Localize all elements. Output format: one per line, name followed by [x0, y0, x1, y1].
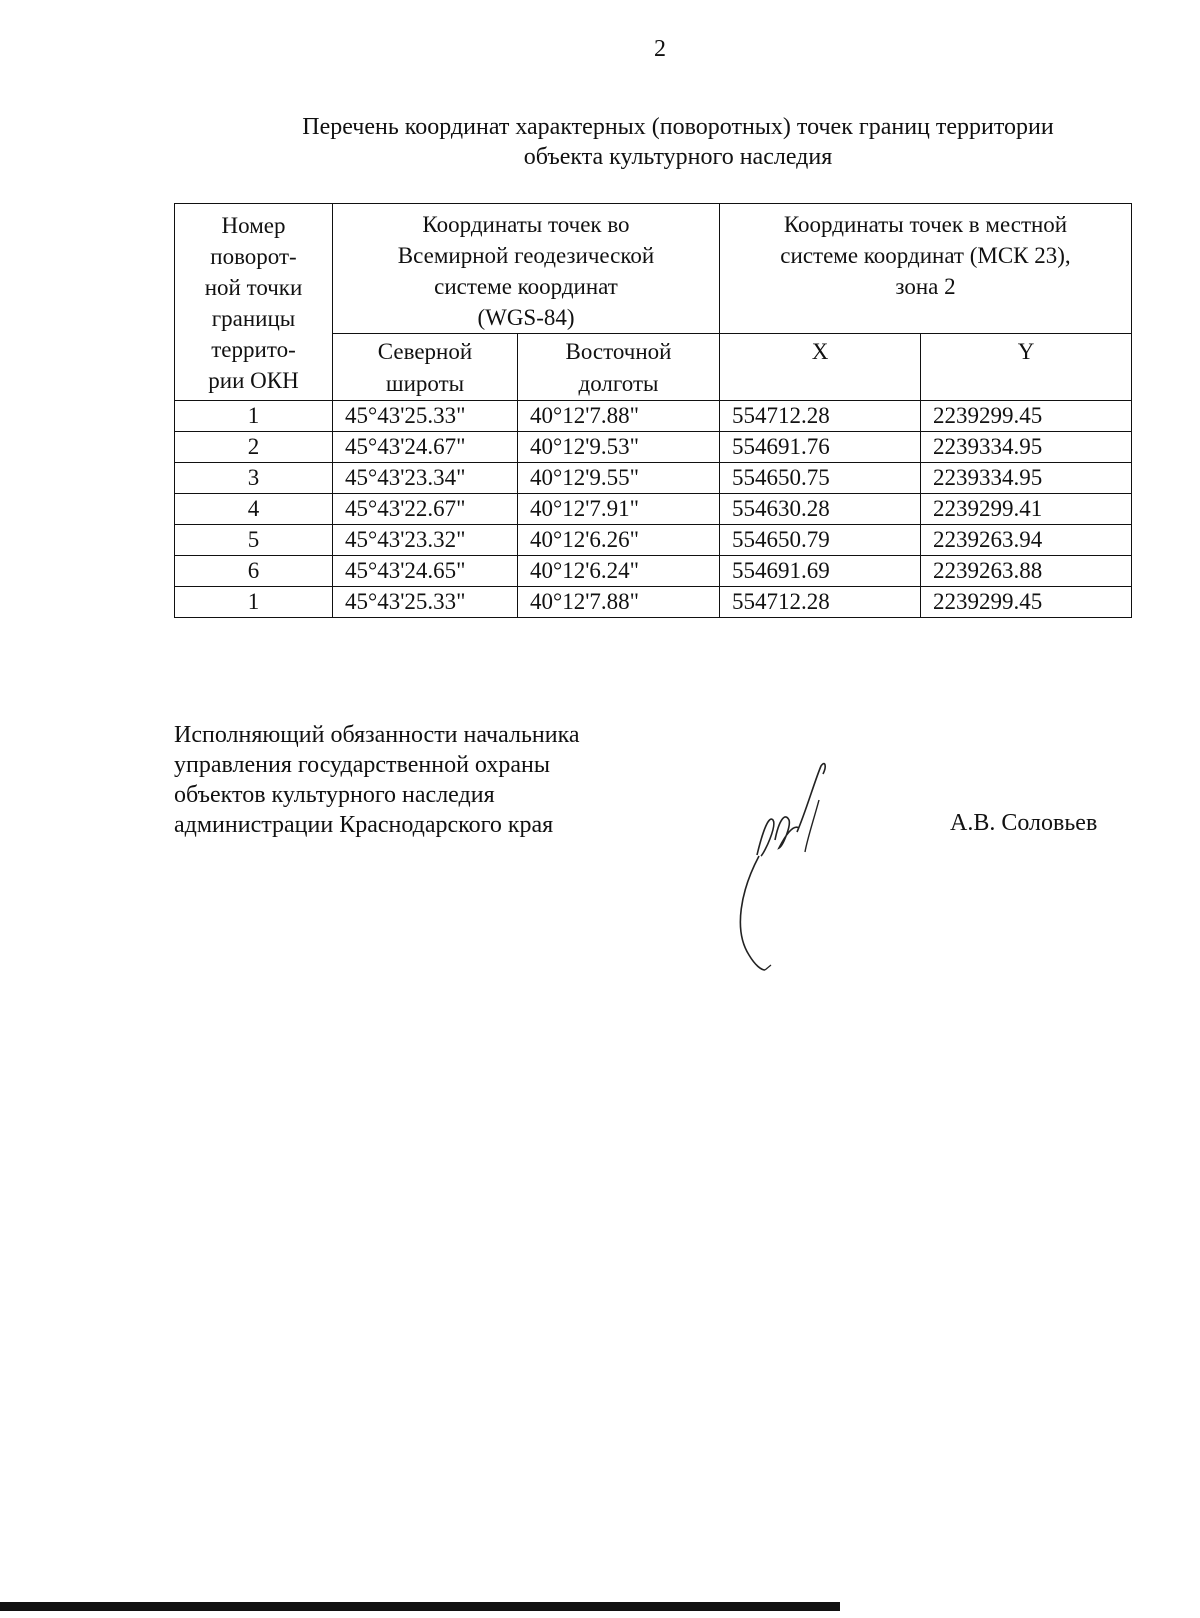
table-row — [175, 494, 1132, 525]
position-line: администрации Краснодарского края — [174, 812, 554, 838]
cell-latitude: 45°43'22.67" — [333, 494, 518, 525]
cell-longitude: 40°12'9.55" — [518, 463, 720, 494]
cell-latitude: 45°43'25.33" — [333, 587, 518, 618]
table-row — [175, 401, 1132, 432]
cell-latitude: 45°43'23.32" — [333, 525, 518, 556]
cell-y: 2239299.41 — [921, 494, 1132, 525]
header-longitude: Восточной долготы — [518, 334, 720, 401]
header-latitude: Северной широты — [333, 334, 518, 401]
table-row — [175, 525, 1132, 556]
cell-latitude: 45°43'25.33" — [333, 401, 518, 432]
cell-longitude: 40°12'7.91" — [518, 494, 720, 525]
table-row — [175, 432, 1132, 463]
cell-latitude: 45°43'24.65" — [333, 556, 518, 587]
cell-x: 554650.75 — [720, 463, 921, 494]
table-row — [175, 587, 1132, 618]
cell-longitude: 40°12'7.88" — [518, 401, 720, 432]
cell-longitude: 40°12'9.53" — [518, 432, 720, 463]
cell-latitude: 45°43'24.67" — [333, 432, 518, 463]
cell-x: 554691.76 — [720, 432, 921, 463]
header-x: X — [720, 334, 921, 401]
header-y: Y — [921, 334, 1132, 401]
position-line: Исполняющий обязанности начальника — [174, 722, 580, 748]
cell-x: 554712.28 — [720, 401, 921, 432]
handwritten-signature — [735, 760, 865, 975]
position-line: управления государственной охраны — [174, 752, 550, 778]
cell-y: 2239263.94 — [921, 525, 1132, 556]
header-wgs84: Координаты точек во Всемирной геодезической системе координат (WGS-84) — [333, 204, 720, 334]
cell-point-number: 1 — [175, 587, 333, 618]
cell-y: 2239334.95 — [921, 463, 1132, 494]
cell-point-number: 6 — [175, 556, 333, 587]
cell-y: 2239299.45 — [921, 587, 1132, 618]
cell-x: 554712.28 — [720, 587, 921, 618]
cell-x: 554650.79 — [720, 525, 921, 556]
header-point-number: Номер поворот- ной точки границы террито- рии ОКН — [175, 204, 333, 401]
cell-point-number: 2 — [175, 432, 333, 463]
header-msk23: Координаты точек в местной системе координат (МСК 23), зона 2 — [720, 204, 1132, 334]
cell-y: 2239299.45 — [921, 401, 1132, 432]
cell-longitude: 40°12'6.26" — [518, 525, 720, 556]
signatory-name: А.В. Соловьев — [950, 810, 1098, 836]
signatory-position — [174, 720, 580, 840]
document-title — [174, 112, 1182, 172]
scan-edge-bar — [0, 1602, 840, 1611]
cell-longitude: 40°12'6.24" — [518, 556, 720, 587]
page-number: 2 — [654, 36, 666, 62]
table-row — [175, 463, 1132, 494]
cell-longitude: 40°12'7.88" — [518, 587, 720, 618]
coordinates-table — [174, 203, 1132, 618]
title-line: объекта культурного наследия — [523, 144, 833, 170]
cell-point-number: 1 — [175, 401, 333, 432]
title-line: Перечень координат характерных (поворотных) точек границ территории — [302, 114, 1054, 140]
cell-y: 2239263.88 — [921, 556, 1132, 587]
cell-x: 554630.28 — [720, 494, 921, 525]
cell-point-number: 5 — [175, 525, 333, 556]
table-row — [175, 556, 1132, 587]
position-line: объектов культурного наследия — [174, 782, 495, 808]
cell-y: 2239334.95 — [921, 432, 1132, 463]
cell-point-number: 4 — [175, 494, 333, 525]
cell-x: 554691.69 — [720, 556, 921, 587]
cell-latitude: 45°43'23.34" — [333, 463, 518, 494]
cell-point-number: 3 — [175, 463, 333, 494]
